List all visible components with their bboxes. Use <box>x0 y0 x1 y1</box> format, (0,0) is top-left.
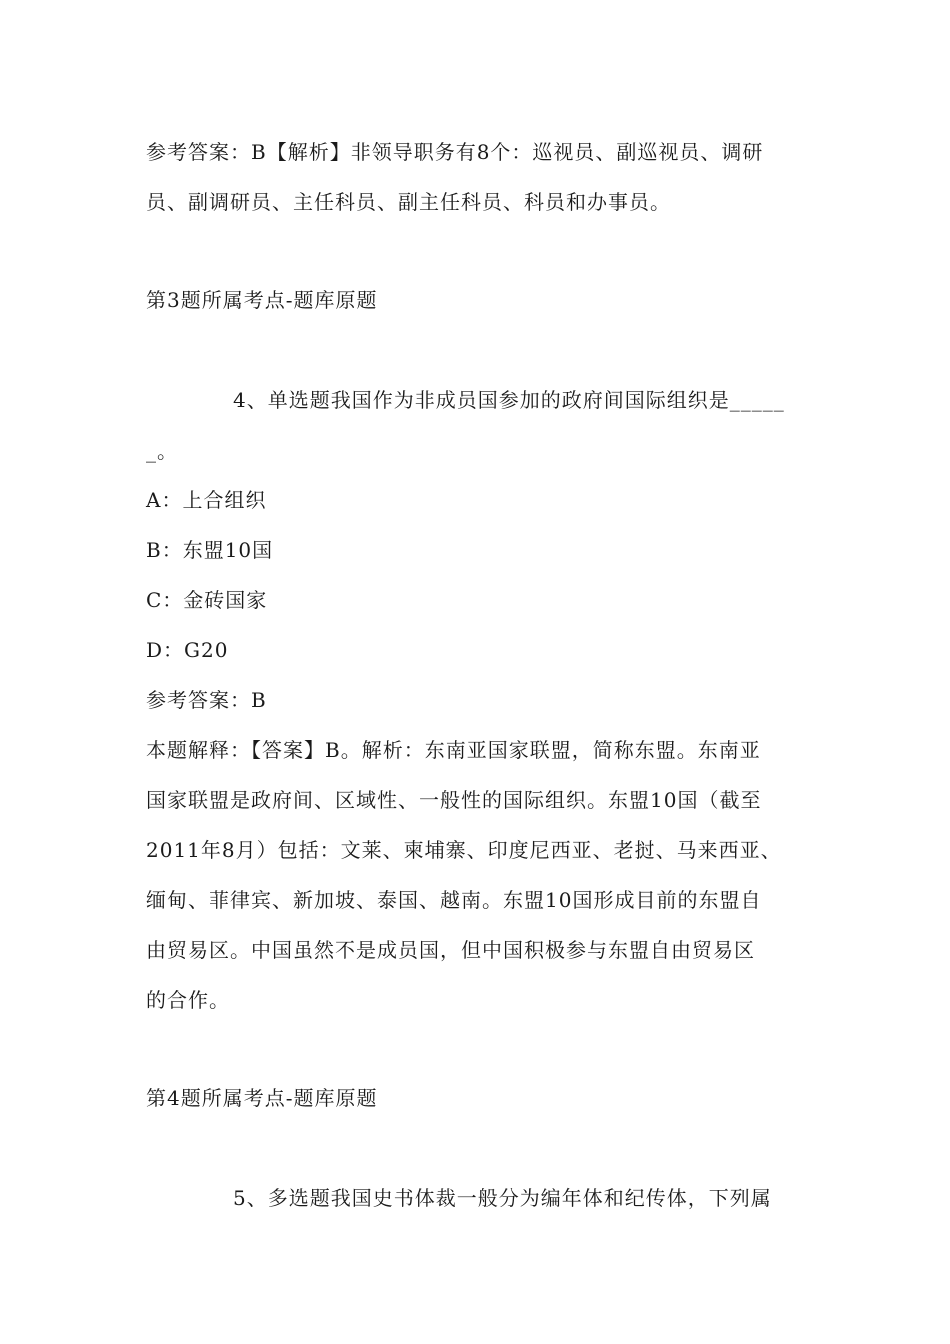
q4-section-label: 第4题所属考点-题库原题 <box>146 1086 378 1110</box>
q4-explanation-line: 的合作。 <box>146 988 230 1012</box>
q4-option-a: A：上合组织 <box>146 488 267 512</box>
q4-explanation-line: 国家联盟是政府间、区域性、一般性的国际组织。东盟10国（截至 <box>146 788 762 812</box>
q4-stem-line-1: 4、单选题我国作为非成员国参加的政府间国际组织是_____ <box>233 388 785 412</box>
q4-explanation-line: 由贸易区。中国虽然不是成员国，但中国积极参与东盟自由贸易区 <box>146 938 755 962</box>
q3-answer-line-1: 参考答案：B【解析】非领导职务有8个：巡视员、副巡视员、调研 <box>146 140 764 164</box>
q4-option-b: B：东盟10国 <box>146 538 274 562</box>
q4-explanation-line: 2011年8月）包括：文莱、柬埔寨、印度尼西亚、老挝、马来西亚、 <box>146 838 782 862</box>
q3-section-label: 第3题所属考点-题库原题 <box>146 288 378 312</box>
q4-stem-line-2: _。 <box>146 439 178 463</box>
q4-answer: 参考答案：B <box>146 688 267 712</box>
q4-option-c: C：金砖国家 <box>146 588 268 612</box>
q3-answer-line-2: 员、副调研员、主任科员、副主任科员、科员和办事员。 <box>146 190 671 214</box>
q5-stem-line-1: 5、多选题我国史书体裁一般分为编年体和纪传体，下列属 <box>233 1186 772 1210</box>
q4-explanation-line: 缅甸、菲律宾、新加坡、泰国、越南。东盟10国形成目前的东盟自 <box>146 888 762 912</box>
q4-option-d: D：G20 <box>146 638 229 662</box>
q4-explanation-line: 本题解释：【答案】B。解析：东南亚国家联盟，简称东盟。东南亚 <box>146 738 761 762</box>
